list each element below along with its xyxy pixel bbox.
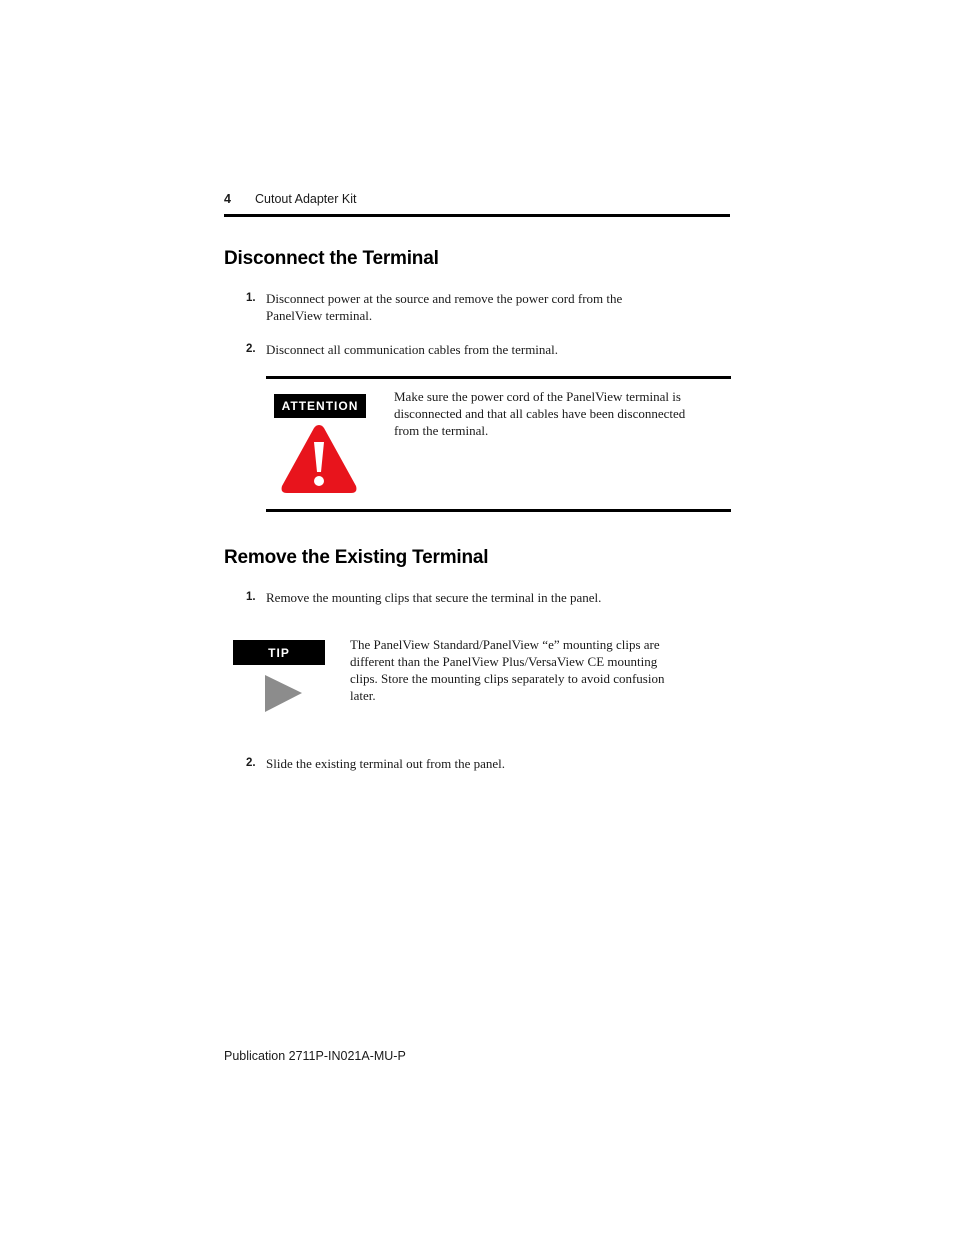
step-text: Disconnect power at the source and remove the power cord from the PanelView terminal. [266, 291, 623, 323]
step-text: Remove the mounting clips that secure the terminal in the panel. [266, 590, 602, 605]
publication-footer: Publication 2711P-IN021A-MU-P [224, 1049, 406, 1063]
step-text: Slide the existing terminal out from the panel. [266, 756, 506, 771]
section-heading-disconnect: Disconnect the Terminal [224, 248, 439, 269]
attention-text: Make sure the power cord of the PanelView terminal is disconnected and that all cables have been disconnected from the terminal. [394, 389, 686, 438]
step-text: Disconnect all communication cables from the terminal. [266, 342, 559, 357]
running-header [224, 192, 357, 206]
play-arrow-icon [264, 674, 304, 714]
step-number: 1. [246, 292, 256, 304]
running-header-title: Cutout Adapter Kit [255, 192, 357, 206]
step-number: 2. [246, 343, 256, 355]
attention-badge: ATTENTION [274, 394, 366, 418]
tip-text: The PanelView Standard/PanelView “e” mounting clips are different than the PanelView Plus/VersaView CE mounting clips. Store the mounting clips separately to avoid confusion later. [350, 637, 665, 703]
step-number: 2. [246, 757, 256, 769]
page-number: 4 [224, 192, 231, 206]
step-number: 1. [246, 591, 256, 603]
warning-triangle-icon [279, 422, 359, 496]
callout-bottom-rule [266, 509, 731, 512]
tip-badge: TIP [233, 640, 325, 665]
callout-top-rule [266, 376, 731, 379]
header-rule [224, 214, 730, 217]
section-heading-remove: Remove the Existing Terminal [224, 547, 489, 568]
